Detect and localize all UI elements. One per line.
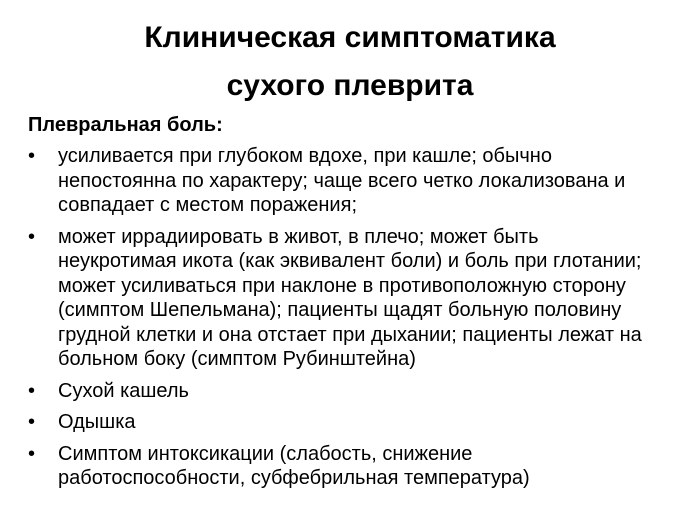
title-line-2: сухого плеврита — [226, 69, 474, 102]
bullet-text-line: Одышка — [58, 411, 136, 433]
bullet-text-line: неукротимая икота (как эквивалент боли) и боль при глотании; — [58, 250, 642, 272]
section-subtitle: Плевральная боль: — [28, 114, 223, 136]
title-line-1: Клиническая симптоматика — [144, 21, 556, 54]
bullet-text-line: может иррадиировать в живот, в плечо; может быть — [58, 225, 539, 248]
bullet-marker-icon: • — [28, 411, 36, 433]
bullet-text-line: работоспособности, субфебрильная температура) — [58, 467, 530, 489]
bullet-item — [0, 379, 700, 404]
bullet-marker-icon: • — [28, 225, 36, 248]
bullet-text-line: может усиливаться при наклоне в противоположную сторону — [58, 274, 626, 297]
bullet-item — [0, 225, 700, 372]
bullet-text-line: (симптом Шепельмана); пациенты щадят больную половину — [58, 299, 622, 321]
bullet-text-line: грудной клетки и она отстает при дыхании; пациенты лежат на — [58, 323, 642, 346]
bullet-list — [0, 144, 700, 498]
bullet-text-line: Сухой кашель — [58, 379, 189, 402]
bullet-text-line: Симптом интоксикации (слабость, снижение — [58, 442, 473, 465]
bullet-marker-icon: • — [28, 379, 36, 402]
slide-title — [0, 14, 700, 110]
bullet-text-line: больном боку (симптом Рубинштейна) — [58, 348, 416, 370]
bullet-text-line: усиливается при глубоком вдохе, при кашле; обычно — [58, 145, 552, 167]
bullet-text-line: совпадает с местом поражения; — [58, 194, 357, 216]
bullet-marker-icon: • — [28, 145, 36, 167]
bullet-item — [0, 144, 700, 218]
bullet-item — [0, 410, 700, 435]
bullet-marker-icon: • — [28, 442, 36, 465]
bullet-text-line: непостоянна по характеру; чаще всего четко локализована и — [58, 169, 626, 192]
bullet-item — [0, 442, 700, 491]
